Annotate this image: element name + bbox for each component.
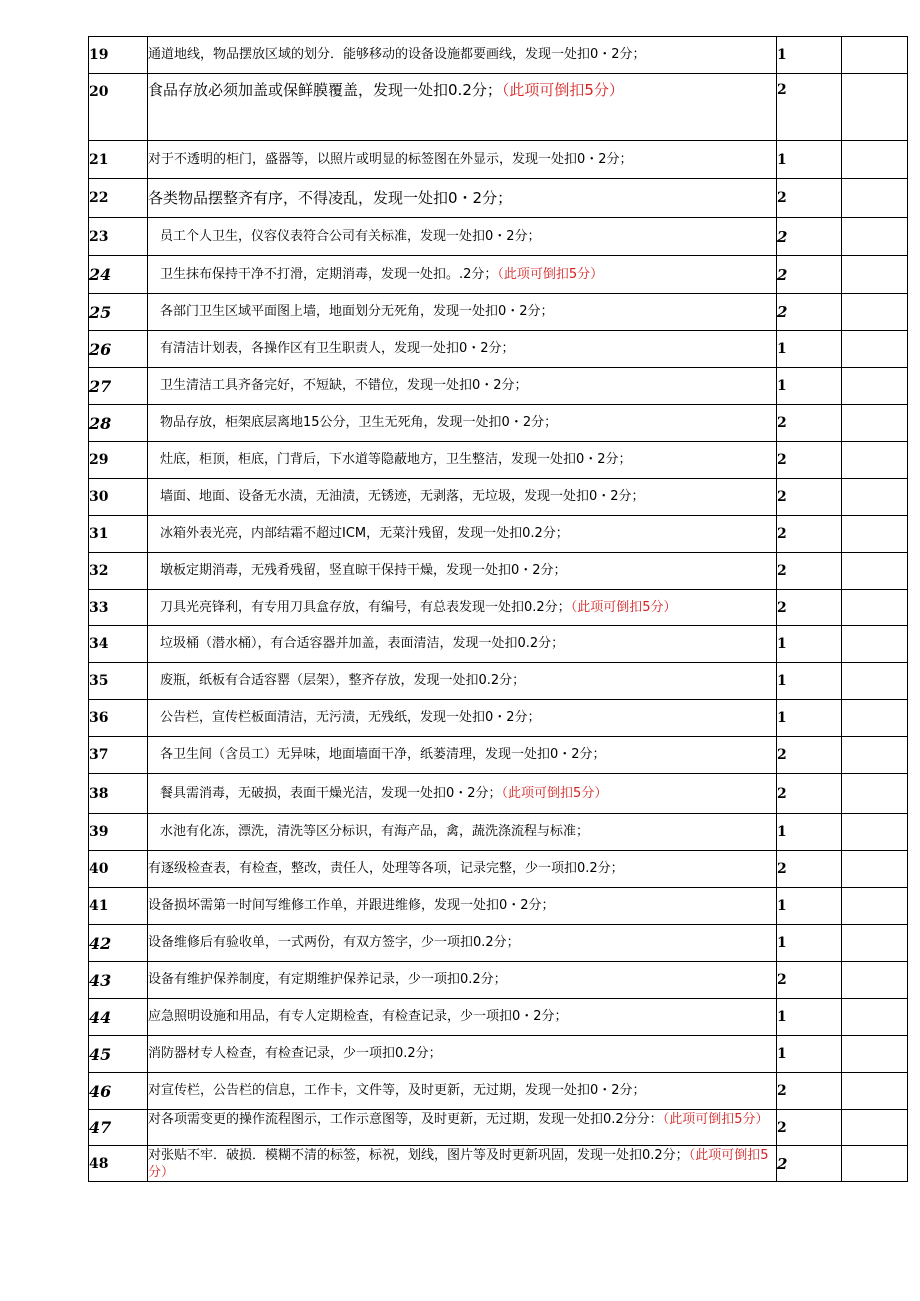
row-description: 有清洁计划表，各操作区有卫生职责人，发现一处扣0・2分； <box>148 331 777 368</box>
row-blank-cell <box>842 626 908 663</box>
row-number: 31 <box>89 516 148 553</box>
table-row <box>89 774 908 814</box>
row-number: 44 <box>89 999 148 1036</box>
row-number: 29 <box>89 442 148 479</box>
row-score: 2 <box>777 737 842 774</box>
row-description: 各卫生间（含员工）无异味，地面墙面干净，纸蒌清理，发现一处扣0・2分； <box>148 737 777 774</box>
row-number: 25 <box>89 294 148 331</box>
reversible-deduction-note: （此项可倒扣5分） <box>497 266 604 282</box>
row-description: 对张贴不牢．破损．模糊不清的标签，标祝，划线，图片等及时更新巩固，发现一处扣0.2分；（此项可倒扣5分） <box>148 1146 777 1182</box>
row-score: 1 <box>777 331 842 368</box>
table-row <box>89 331 908 368</box>
table-row <box>89 590 908 626</box>
row-description: 应急照明设施和用品，有专人定期检查，有检查记录，少一项扣0・2分； <box>148 999 777 1036</box>
row-number: 45 <box>89 1036 148 1073</box>
table-row <box>89 553 908 590</box>
row-description: 对各项需变更的操作流程图示，工作示意图等，及时更新，无过期，发现一处扣0.2分分：（此项可倒扣5分） <box>148 1110 777 1146</box>
table-row <box>89 516 908 553</box>
row-blank-cell <box>842 37 908 74</box>
row-description: 墙面、地面、设备无水渍，无油渍，无锈迹，无剥落，无垃圾，发现一处扣0・2分； <box>148 479 777 516</box>
row-score: 1 <box>777 1036 842 1073</box>
row-description: 对于不透明的柜门，盛器等，以照片或明显的标签图在外显示，发现一处扣0・2分； <box>148 141 777 179</box>
table-row <box>89 368 908 405</box>
row-description: 对宣传栏，公告栏的信息，工作卡，文件等，及时更新，无过期，发现一处扣0・2分； <box>148 1073 777 1110</box>
row-description: 餐具需消毒，无破损，表面干燥光洁，发现一处扣0・2分；（此项可倒扣5分） <box>148 774 777 814</box>
table-row <box>89 141 908 179</box>
table-row <box>89 999 908 1036</box>
row-blank-cell <box>842 368 908 405</box>
row-blank-cell <box>842 179 908 218</box>
row-blank-cell <box>842 256 908 294</box>
table-row <box>89 888 908 925</box>
row-blank-cell <box>842 590 908 626</box>
row-description: 消防器材专人检查，有检查记录，少一项扣0.2分； <box>148 1036 777 1073</box>
reversible-deduction-note: （此项可倒扣5分） <box>570 599 677 615</box>
table-row <box>89 74 908 141</box>
table-row <box>89 925 908 962</box>
row-score: 2 <box>777 774 842 814</box>
row-score: 2 <box>777 256 842 294</box>
row-description: 设备损坏需第一时间写维修工作单，并跟进维修，发现一处扣0・2分； <box>148 888 777 925</box>
row-score: 1 <box>777 37 842 74</box>
row-score: 2 <box>777 405 842 442</box>
row-score: 2 <box>777 962 842 999</box>
row-number: 38 <box>89 774 148 814</box>
row-blank-cell <box>842 700 908 737</box>
table-row <box>89 626 908 663</box>
row-description: 设备维修后有验收单，一式两份，有双方签字，少一项扣0.2分； <box>148 925 777 962</box>
row-description: 公告栏，宣传栏板面清洁，无污渍，无残纸，发现一处扣0・2分； <box>148 700 777 737</box>
row-blank-cell <box>842 1146 908 1182</box>
row-number: 32 <box>89 553 148 590</box>
row-blank-cell <box>842 1036 908 1073</box>
row-description: 冰箱外表光亮，内部结霜不超过ICM，无菜汁残留，发现一处扣0.2分； <box>148 516 777 553</box>
row-number: 26 <box>89 331 148 368</box>
row-score: 1 <box>777 368 842 405</box>
row-score: 2 <box>777 516 842 553</box>
row-score: 1 <box>777 141 842 179</box>
row-score: 2 <box>777 442 842 479</box>
row-score: 1 <box>777 814 842 851</box>
row-description: 卫生抹布保持干净不打滑，定期消毒，发现一处扣。.2分；（此项可倒扣5分） <box>148 256 777 294</box>
row-description: 有逐级检查表，有检查，整改，责任人，处理等各项，记录完整，少一项扣0.2分； <box>148 851 777 888</box>
row-description: 各部门卫生区域平面图上墙，地面划分无死角，发现一处扣0・2分； <box>148 294 777 331</box>
table-row <box>89 851 908 888</box>
row-blank-cell <box>842 999 908 1036</box>
table-row <box>89 479 908 516</box>
row-blank-cell <box>842 74 908 141</box>
table-row <box>89 179 908 218</box>
row-blank-cell <box>842 218 908 256</box>
row-blank-cell <box>842 141 908 179</box>
row-blank-cell <box>842 888 908 925</box>
row-blank-cell <box>842 663 908 700</box>
row-score: 1 <box>777 700 842 737</box>
row-number: 48 <box>89 1146 148 1182</box>
row-number: 33 <box>89 590 148 626</box>
row-description: 通道地线，物品摆放区域的划分．能够移动的设备设施都要画线，发现一处扣0・2分； <box>148 37 777 74</box>
row-score: 2 <box>777 1146 842 1182</box>
table-row <box>89 1146 908 1182</box>
row-blank-cell <box>842 1073 908 1110</box>
row-number: 46 <box>89 1073 148 1110</box>
row-blank-cell <box>842 962 908 999</box>
row-blank-cell <box>842 479 908 516</box>
row-score: 1 <box>777 626 842 663</box>
table-row <box>89 405 908 442</box>
row-description: 设备有维护保养制度，有定期维护保养记录，少一项扣0.2分； <box>148 962 777 999</box>
row-description: 墩板定期消毒，无残肴残留，竖直晾干保持干燥，发现一处扣0・2分； <box>148 553 777 590</box>
row-score: 1 <box>777 663 842 700</box>
row-number: 20 <box>89 74 148 141</box>
table-row <box>89 37 908 74</box>
table-row <box>89 700 908 737</box>
table-row <box>89 1036 908 1073</box>
row-description: 各类物品摆整齐有序，不得凌乱，发现一处扣0・2分； <box>148 179 777 218</box>
row-blank-cell <box>842 294 908 331</box>
table-row <box>89 962 908 999</box>
row-number: 22 <box>89 179 148 218</box>
row-description: 员工个人卫生，仪容仪表符合公司有关标准，发现一处扣0・2分； <box>148 218 777 256</box>
row-description: 垃圾桶（潜水桶），有合适容器并加盖，表面清洁，发现一处扣0.2分； <box>148 626 777 663</box>
row-description: 废瓶，纸板有合适容罂（层架），整齐存放，发现一处扣0.2分； <box>148 663 777 700</box>
row-score: 2 <box>777 590 842 626</box>
row-blank-cell <box>842 405 908 442</box>
row-blank-cell <box>842 1110 908 1146</box>
table-row <box>89 442 908 479</box>
reversible-deduction-note: （此项可倒扣5分） <box>148 1148 769 1180</box>
row-score: 2 <box>777 479 842 516</box>
row-score: 2 <box>777 553 842 590</box>
row-number: 39 <box>89 814 148 851</box>
row-score: 2 <box>777 1073 842 1110</box>
row-score: 2 <box>777 294 842 331</box>
row-number: 23 <box>89 218 148 256</box>
row-number: 42 <box>89 925 148 962</box>
row-blank-cell <box>842 553 908 590</box>
row-score: 1 <box>777 925 842 962</box>
table-row <box>89 1110 908 1146</box>
row-blank-cell <box>842 851 908 888</box>
row-score: 2 <box>777 851 842 888</box>
row-description: 灶底，柜顶，柜底，门背后，下水道等隐蔽地方，卫生整洁，发现一处扣0・2分； <box>148 442 777 479</box>
row-number: 41 <box>89 888 148 925</box>
row-description: 物品存放，柜架底层离地15公分，卫生无死角，发现一处扣0・2分； <box>148 405 777 442</box>
row-number: 34 <box>89 626 148 663</box>
table-row <box>89 1073 908 1110</box>
row-score: 2 <box>777 179 842 218</box>
row-number: 19 <box>89 37 148 74</box>
table-row <box>89 218 908 256</box>
row-blank-cell <box>842 925 908 962</box>
table-row <box>89 294 908 331</box>
table-row <box>89 663 908 700</box>
row-score: 2 <box>777 218 842 256</box>
row-description: 刀具光亮锋利，有专用刀具盒存放，有编号，有总表发现一处扣0.2分；（此项可倒扣5分） <box>148 590 777 626</box>
row-blank-cell <box>842 442 908 479</box>
row-number: 35 <box>89 663 148 700</box>
row-description: 食品存放必须加盖或保鲜膜覆盖，发现一处扣0.2分；（此项可倒扣5分） <box>148 74 777 141</box>
row-score: 2 <box>777 74 842 141</box>
table-row <box>89 737 908 774</box>
table-row <box>89 256 908 294</box>
reversible-deduction-note: （此项可倒扣5分） <box>501 81 624 99</box>
row-number: 21 <box>89 141 148 179</box>
row-description: 卫生清洁工具齐备完好，不短缺，不错位，发现一处扣0・2分； <box>148 368 777 405</box>
row-score: 1 <box>777 888 842 925</box>
row-number: 37 <box>89 737 148 774</box>
row-number: 36 <box>89 700 148 737</box>
row-blank-cell <box>842 516 908 553</box>
row-number: 24 <box>89 256 148 294</box>
inspection-table <box>88 36 908 1182</box>
row-blank-cell <box>842 814 908 851</box>
row-blank-cell <box>842 774 908 814</box>
row-blank-cell <box>842 331 908 368</box>
row-description: 水池有化冻，漂洗，清洗等区分标识，有海产品，禽，蔬洗涤流程与标准； <box>148 814 777 851</box>
row-number: 47 <box>89 1110 148 1146</box>
row-number: 40 <box>89 851 148 888</box>
reversible-deduction-note: （此项可倒扣5分） <box>501 785 608 801</box>
row-number: 28 <box>89 405 148 442</box>
row-number: 43 <box>89 962 148 999</box>
row-number: 30 <box>89 479 148 516</box>
reversible-deduction-note: （此项可倒扣5分） <box>662 1112 769 1127</box>
table-row <box>89 814 908 851</box>
row-blank-cell <box>842 737 908 774</box>
row-score: 2 <box>777 1110 842 1146</box>
row-score: 1 <box>777 999 842 1036</box>
row-number: 27 <box>89 368 148 405</box>
